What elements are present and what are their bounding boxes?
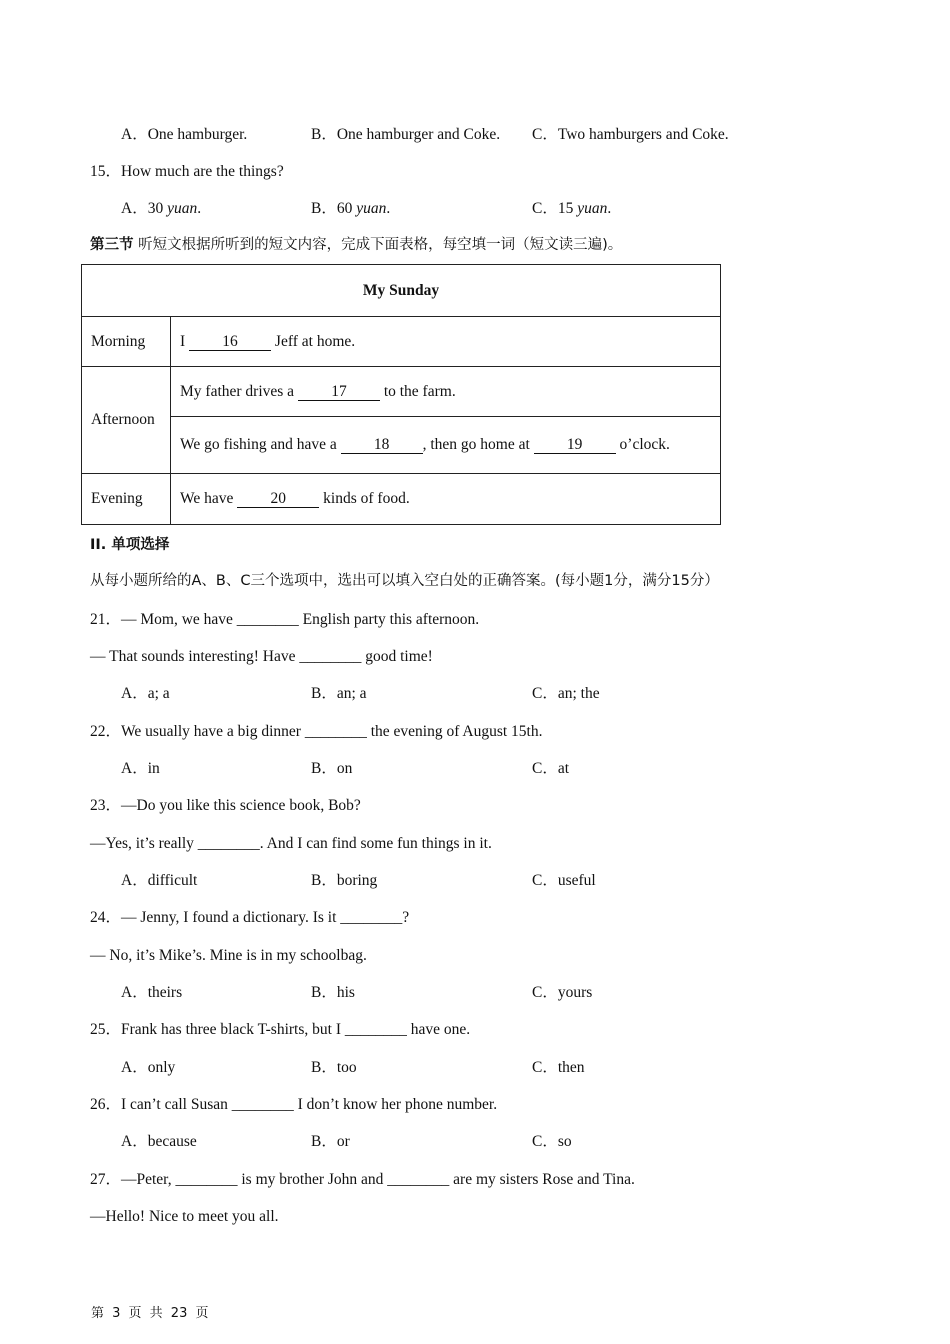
morning-text-post: Jeff at home. [274,332,356,350]
afternoon-cell-2 [171,417,721,474]
afternoon1-text-post: to the farm. [383,382,456,400]
row-label-afternoon: Afternoon [82,367,171,474]
afternoon1-text-pre: My father drives a [180,382,295,400]
afternoon2-text-mid: , then go home at [422,436,530,453]
part2-instruction: 从每小题所给的A、B、C三个选项中，选出可以填入空白处的正确答案。(每小题1分，满分15分） [90,573,719,589]
q22-option-a: A．in [121,760,160,777]
page-footer: 第 3 页 共 23 页 [91,1306,209,1321]
q24-option-a: A．theirs [121,984,183,1001]
q15-option-a: A．30 yuan. [121,200,202,217]
q23-line-1: 23．—Do you like this science book, Bob? [90,797,361,814]
q26-option-a: A．because [121,1133,197,1150]
q25-option-a: A．only [121,1059,176,1076]
q14-option-a: A．One hamburger. [121,126,248,143]
q15-stem: 15．How much are the things? [90,163,284,180]
q21-line-1: 21．— Mom, we have ________ English party this afternoon. [90,611,480,628]
section3-label: 第三节 [90,237,134,253]
q23-line-2: —Yes, it’s really ________. And I can find some fun things in it. [90,835,492,852]
row-label-evening: Evening [82,474,171,525]
morning-text-pre: I [180,332,186,350]
q22-line-1: 22．We usually have a big dinner ________ the evening of August 15th. [90,723,543,740]
evening-text-pre: We have [180,490,234,507]
q23-option-a: A．difficult [121,872,198,889]
blank-17: 17 [298,384,380,401]
q24-option-b: B．his [311,984,355,1001]
blank-20: 20 [237,491,319,508]
my-sunday-table [81,264,721,525]
q24-option-c: C．yours [532,984,593,1001]
q14-option-c: C．Two hamburgers and Coke. [532,126,729,143]
blank-19: 19 [534,437,616,454]
q25-line-1: 25．Frank has three black T-shirts, but I ________ have one. [90,1021,471,1038]
row-label-morning: Morning [82,317,171,367]
q26-option-b: B．or [311,1133,350,1150]
afternoon-cell-1 [171,367,721,417]
q26-line-1: 26．I can’t call Susan ________ I don’t know her phone number. [90,1096,498,1113]
afternoon2-text-pre: We go fishing and have a [180,436,337,453]
q23-option-b: B．boring [311,872,378,889]
q25-option-b: B．too [311,1059,357,1076]
q21-option-a: A．a; a [121,685,170,702]
section3-header [90,235,622,255]
q14-option-b: B．One hamburger and Coke. [311,126,501,143]
evening-cell [171,474,721,525]
morning-cell [171,317,721,367]
q22-option-b: B．on [311,760,353,777]
q24-line-1: 24．— Jenny, I found a dictionary. Is it ________? [90,909,410,926]
q27-line-1: 27．—Peter, ________ is my brother John and ________ are my sisters Rose and Tina. [90,1171,635,1188]
table-title: My Sunday [82,265,721,317]
evening-text-post: kinds of food. [323,490,410,507]
q21-line-2: — That sounds interesting! Have ________ good time! [90,648,433,665]
q27-line-2: —Hello! Nice to meet you all. [90,1208,279,1225]
q22-option-c: C．at [532,760,570,777]
q26-option-c: C．so [532,1133,572,1150]
part2-title: II. 单项选择 [90,537,170,553]
q15-option-c: C．15 yuan. [532,200,612,217]
q25-option-c: C．then [532,1059,585,1076]
q24-line-2: — No, it’s Mike’s. Mine is in my schoolbag. [90,947,367,964]
q23-option-c: C．useful [532,872,596,889]
q15-option-b: B．60 yuan. [311,200,391,217]
blank-18: 18 [341,437,423,454]
q21-option-b: B．an; a [311,685,367,702]
blank-16: 16 [189,334,271,351]
afternoon2-text-post: o’clock. [619,436,670,453]
section3-instruction: 听短文根据所听到的短文内容，完成下面表格，每空填一词（短文读三遍)。 [138,237,623,253]
q21-option-c: C．an; the [532,685,600,702]
